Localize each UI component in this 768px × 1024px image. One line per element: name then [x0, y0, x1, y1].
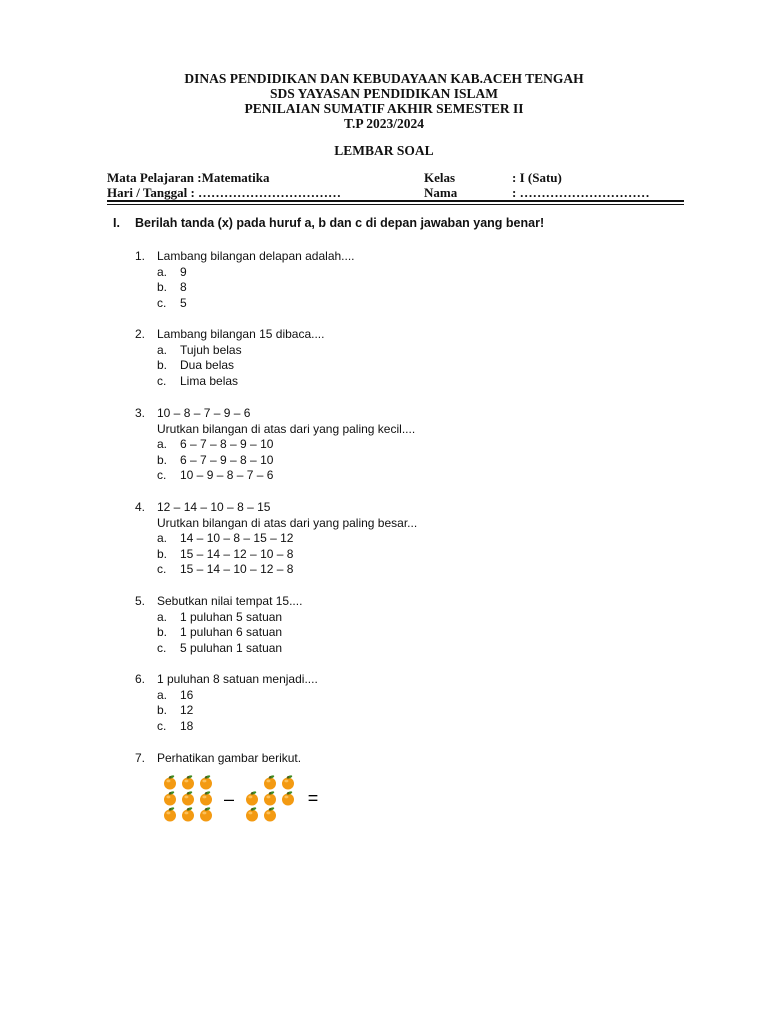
question-text: Lambang bilangan 15 dibaca....	[157, 327, 325, 341]
orange-icon	[282, 791, 294, 806]
orange-icon	[182, 775, 194, 790]
option-c[interactable]: c. 5 puluhan 1 satuan	[157, 640, 283, 655]
orange-icon	[200, 807, 212, 822]
question-subtext: Urutkan bilangan di atas dari yang paling besar...	[157, 515, 418, 530]
question-subtext: Urutkan bilangan di atas dari yang paling kecil....	[157, 421, 416, 436]
question-2	[135, 327, 324, 389]
divider-thick	[107, 200, 684, 202]
section-instruction	[113, 216, 544, 230]
orange-icon	[264, 791, 276, 806]
orange-icon	[246, 791, 258, 806]
orange-icon	[246, 807, 258, 822]
question-text: Perhatikan gambar berikut.	[157, 751, 302, 765]
option-a[interactable]: a. 14 – 10 – 8 – 15 – 12	[157, 531, 294, 546]
right-orange-group	[246, 775, 294, 822]
question-number: 5.	[135, 594, 146, 608]
header-school: SDS YAYASAN PENDIDIKAN ISLAM	[270, 86, 498, 101]
option-b[interactable]: b. Dua belas	[157, 358, 235, 373]
question-5	[135, 594, 302, 656]
option-b[interactable]: b. 6 – 7 – 9 – 8 – 10	[157, 452, 274, 467]
option-c[interactable]: c. 10 – 9 – 8 – 7 – 6	[157, 468, 274, 483]
option-a[interactable]: a. 16	[157, 687, 194, 702]
sheet-title: LEMBAR SOAL	[334, 143, 434, 158]
option-a[interactable]: a. Tujuh belas	[157, 342, 242, 357]
option-c[interactable]: c. 5	[157, 295, 187, 310]
question-6	[135, 672, 318, 734]
option-b[interactable]: b. 12	[157, 703, 194, 718]
option-a[interactable]: a. 1 puluhan 5 satuan	[157, 609, 283, 624]
name-label: Nama	[424, 185, 458, 200]
option-b[interactable]: b. 8	[157, 280, 187, 295]
subject-label: Mata Pelajaran :Matematika	[107, 170, 270, 185]
option-c[interactable]: c. Lima belas	[157, 373, 239, 388]
question-number: 2.	[135, 327, 146, 341]
question-text: 12 – 14 – 10 – 8 – 15	[157, 500, 271, 514]
header-exam: PENILAIAN SUMATIF AKHIR SEMESTER II	[244, 101, 524, 116]
class-value: : I (Satu)	[512, 170, 562, 185]
question-number: 3.	[135, 406, 146, 420]
orange-icon	[200, 775, 212, 790]
orange-icon	[200, 791, 212, 806]
header-year: T.P 2023/2024	[343, 116, 424, 131]
option-c[interactable]: c. 18	[157, 718, 194, 733]
question-number: 4.	[135, 500, 146, 514]
instruction-text: Berilah tanda (x) pada huruf a, b dan c di depan jawaban yang benar!	[135, 216, 545, 230]
question-7	[135, 751, 301, 767]
question-1	[135, 249, 355, 311]
question-3	[135, 406, 415, 484]
orange-icon	[182, 807, 194, 822]
orange-icon	[164, 791, 176, 806]
orange-icon	[282, 775, 294, 790]
orange-icon	[264, 807, 276, 822]
document-header	[0, 71, 768, 131]
orange-icon	[164, 807, 176, 822]
orange-icon	[182, 791, 194, 806]
option-b[interactable]: b. 15 – 14 – 12 – 10 – 8	[157, 546, 294, 561]
orange-icon	[164, 775, 176, 790]
equals-sign: =	[307, 788, 319, 808]
option-b[interactable]: b. 1 puluhan 6 satuan	[157, 625, 283, 640]
option-a[interactable]: a. 9	[157, 264, 187, 279]
question-number: 7.	[135, 751, 146, 765]
option-c[interactable]: c. 15 – 14 – 10 – 12 – 8	[157, 562, 294, 577]
minus-sign: –	[223, 789, 235, 809]
class-label: Kelas	[424, 170, 456, 185]
question-text: Lambang bilangan delapan adalah....	[157, 249, 355, 263]
orange-icon	[264, 775, 276, 790]
section-number: I.	[113, 216, 120, 230]
name-field: : …………………………	[512, 185, 650, 200]
question-4	[135, 500, 417, 578]
question-number: 6.	[135, 672, 146, 686]
header-agency: DINAS PENDIDIKAN DAN KEBUDAYAAN KAB.ACEH TENGAH	[184, 71, 584, 86]
question-text: Sebutkan nilai tempat 15....	[157, 594, 303, 608]
option-a[interactable]: a. 6 – 7 – 8 – 9 – 10	[157, 437, 274, 452]
question-number: 1.	[135, 249, 146, 263]
divider-thin	[107, 204, 684, 205]
question-text: 10 – 8 – 7 – 9 – 6	[157, 406, 251, 420]
question-text: 1 puluhan 8 satuan menjadi....	[157, 672, 318, 686]
oranges-subtraction-figure	[160, 772, 330, 824]
date-field: Hari / Tanggal : ……………………………	[107, 185, 342, 200]
left-orange-group	[164, 775, 212, 822]
